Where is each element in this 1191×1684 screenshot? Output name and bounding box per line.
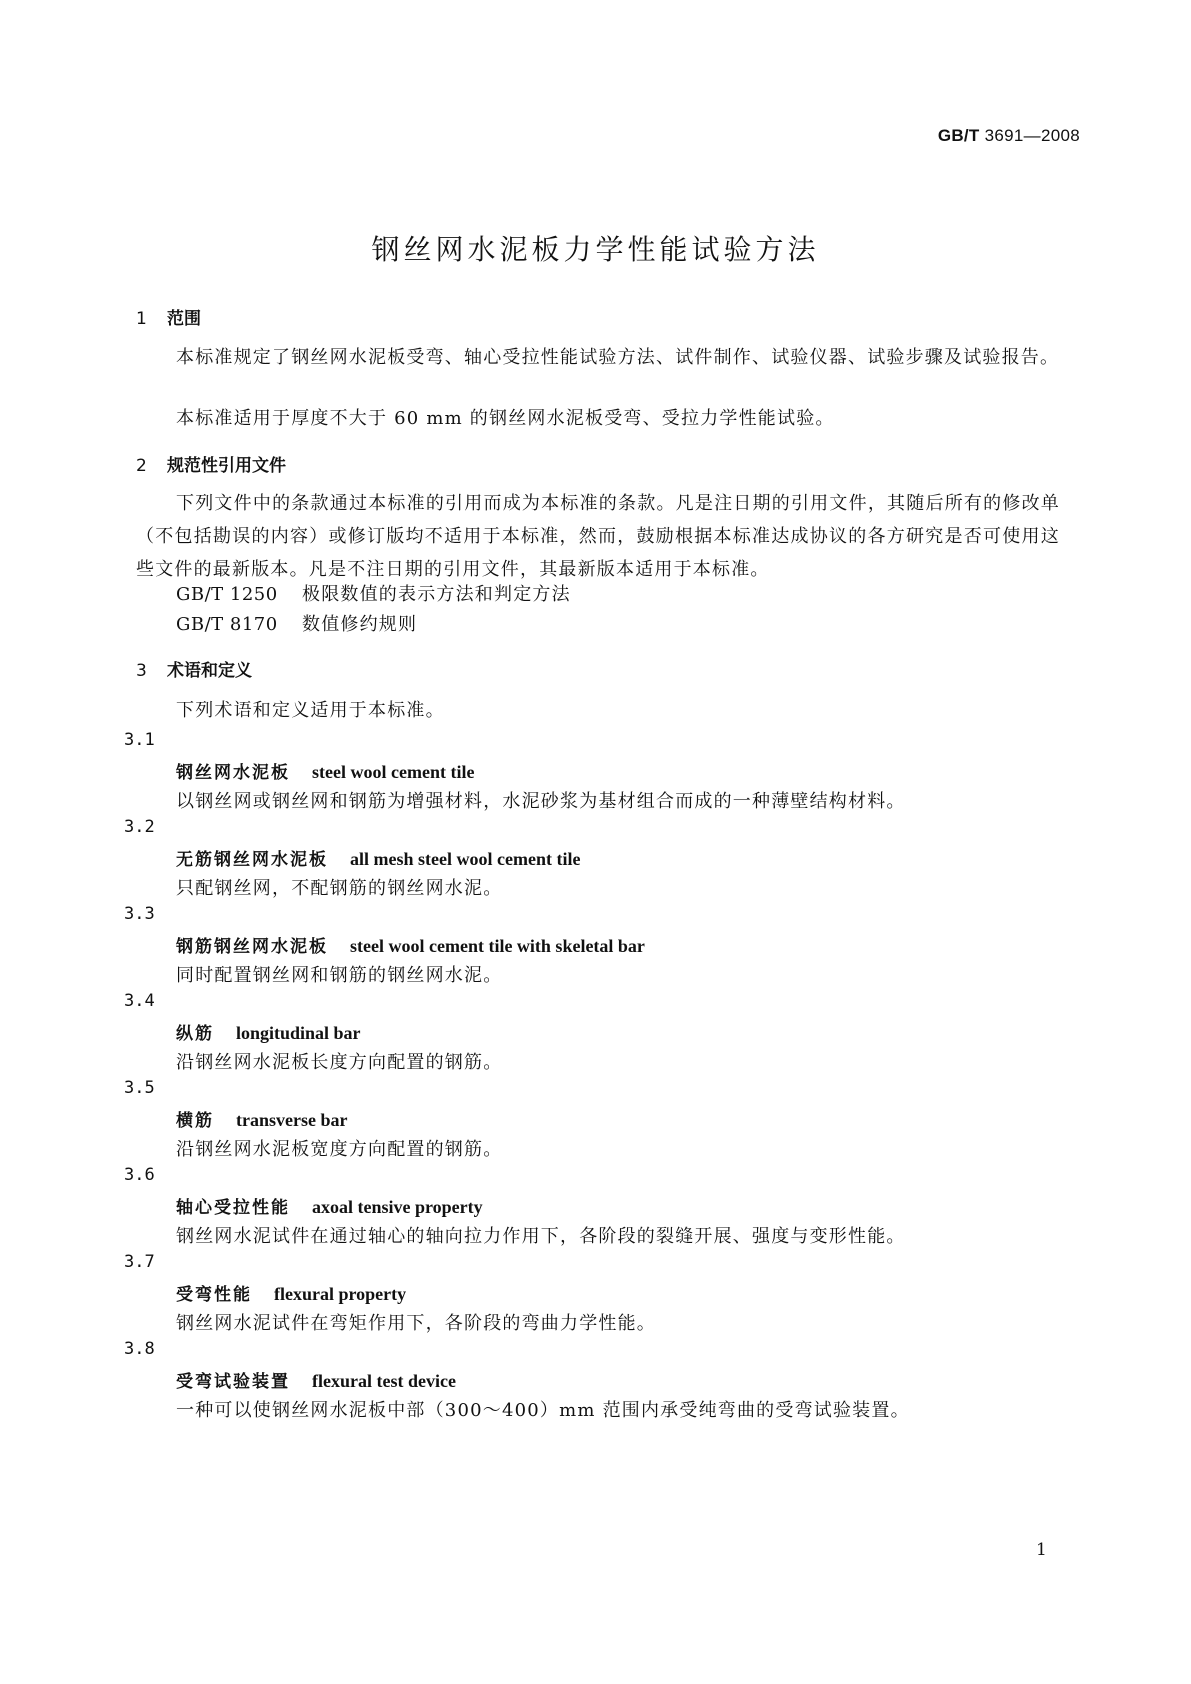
term-heading bbox=[176, 1193, 483, 1218]
section-number: 2 bbox=[136, 456, 147, 476]
reference-title: 极限数值的表示方法和判定方法 bbox=[302, 584, 571, 605]
term-english: all mesh steel wool cement tile bbox=[350, 849, 581, 869]
term-chinese: 无筋钢丝网水泥板 bbox=[176, 850, 328, 870]
reference-title: 数值修约规则 bbox=[302, 614, 418, 635]
term-english: flexural test device bbox=[312, 1371, 456, 1391]
term-number: 3.4 bbox=[124, 991, 155, 1011]
term-chinese: 受弯试验装置 bbox=[176, 1372, 290, 1392]
term-definition: 同时配置钢丝网和钢筋的钢丝网水泥。 bbox=[176, 965, 503, 986]
term-definition: 沿钢丝网水泥板宽度方向配置的钢筋。 bbox=[176, 1139, 503, 1160]
term-english: steel wool cement tile bbox=[312, 762, 475, 782]
term-heading bbox=[176, 1280, 406, 1305]
page-number: 1 bbox=[1036, 1540, 1047, 1560]
term-chinese: 钢丝网水泥板 bbox=[176, 763, 290, 783]
term-chinese: 受弯性能 bbox=[176, 1285, 252, 1305]
section-title: 术语和定义 bbox=[167, 661, 252, 681]
term-definition: 以钢丝网或钢丝网和钢筋为增强材料，水泥砂浆为基材组合而成的一种薄壁结构材料。 bbox=[176, 791, 906, 812]
term-number: 3.5 bbox=[124, 1078, 155, 1098]
section-number: 3 bbox=[136, 661, 147, 681]
term-heading bbox=[176, 1019, 361, 1044]
scope-paragraph-2: 本标准适用于厚度不大于 60 mm 的钢丝网水泥板受弯、受拉力学性能试验。 bbox=[176, 408, 835, 429]
section-title: 范围 bbox=[167, 309, 201, 329]
document-title: 钢丝网水泥板力学性能试验方法 bbox=[371, 233, 820, 266]
term-number: 3.1 bbox=[124, 730, 155, 750]
term-heading bbox=[176, 758, 474, 783]
section-heading-2 bbox=[136, 451, 286, 476]
term-number: 3.3 bbox=[124, 904, 155, 924]
term-number: 3.6 bbox=[124, 1165, 155, 1185]
term-heading bbox=[176, 1367, 456, 1392]
standard-code: GB/T bbox=[937, 126, 980, 145]
term-heading bbox=[176, 845, 580, 870]
section-number: 1 bbox=[136, 309, 147, 329]
term-chinese: 轴心受拉性能 bbox=[176, 1198, 290, 1218]
standard-year: 3691—2008 bbox=[984, 126, 1080, 145]
term-english: transverse bar bbox=[236, 1110, 348, 1130]
term-definition: 钢丝网水泥试件在弯矩作用下，各阶段的弯曲力学性能。 bbox=[176, 1313, 656, 1334]
term-english: flexural property bbox=[274, 1284, 407, 1304]
scope-paragraph-1: 本标准规定了钢丝网水泥板受弯、轴心受拉性能试验方法、试件制作、试验仪器、试验步骤及试验报告。 bbox=[176, 347, 1060, 368]
term-heading bbox=[176, 932, 645, 957]
term-english: steel wool cement tile with skeletal bar bbox=[350, 936, 645, 956]
normative-references-paragraph: 下列文件中的条款通过本标准的引用而成为本标准的条款。凡是注日期的引用文件，其随后所有的修改单（不包括勘误的内容）或修订版均不适用于本标准，然而，鼓励根据本标准达成协议的各方研究是否可使用这些文件的最新版本。凡是不注日期的引用文件，其最新版本适用于本标准。 bbox=[136, 493, 1060, 580]
section-heading-3 bbox=[136, 656, 252, 681]
term-chinese: 钢筋钢丝网水泥板 bbox=[176, 937, 328, 957]
section-title: 规范性引用文件 bbox=[167, 456, 286, 476]
term-definition: 一种可以使钢丝网水泥板中部（300～400）mm 范围内承受纯弯曲的受弯试验装置。 bbox=[176, 1400, 910, 1421]
reference-code: GB/T 8170 bbox=[176, 614, 278, 635]
terms-intro: 下列术语和定义适用于本标准。 bbox=[176, 700, 445, 721]
term-number: 3.2 bbox=[124, 817, 155, 837]
term-english: longitudinal bar bbox=[236, 1023, 361, 1043]
standard-number bbox=[880, 126, 1080, 146]
reference-code: GB/T 1250 bbox=[176, 584, 278, 605]
term-number: 3.8 bbox=[124, 1339, 155, 1359]
section-heading-1 bbox=[136, 304, 201, 329]
reference-item bbox=[176, 580, 571, 606]
term-chinese: 纵筋 bbox=[176, 1024, 214, 1044]
term-chinese: 横筋 bbox=[176, 1111, 214, 1131]
reference-item bbox=[176, 610, 417, 636]
term-definition: 只配钢丝网，不配钢筋的钢丝网水泥。 bbox=[176, 878, 503, 899]
term-number: 3.7 bbox=[124, 1252, 155, 1272]
term-definition: 钢丝网水泥试件在通过轴心的轴向拉力作用下，各阶段的裂缝开展、强度与变形性能。 bbox=[176, 1226, 906, 1247]
term-definition: 沿钢丝网水泥板长度方向配置的钢筋。 bbox=[176, 1052, 503, 1073]
term-english: axoal tensive property bbox=[312, 1197, 483, 1217]
term-heading bbox=[176, 1106, 347, 1131]
